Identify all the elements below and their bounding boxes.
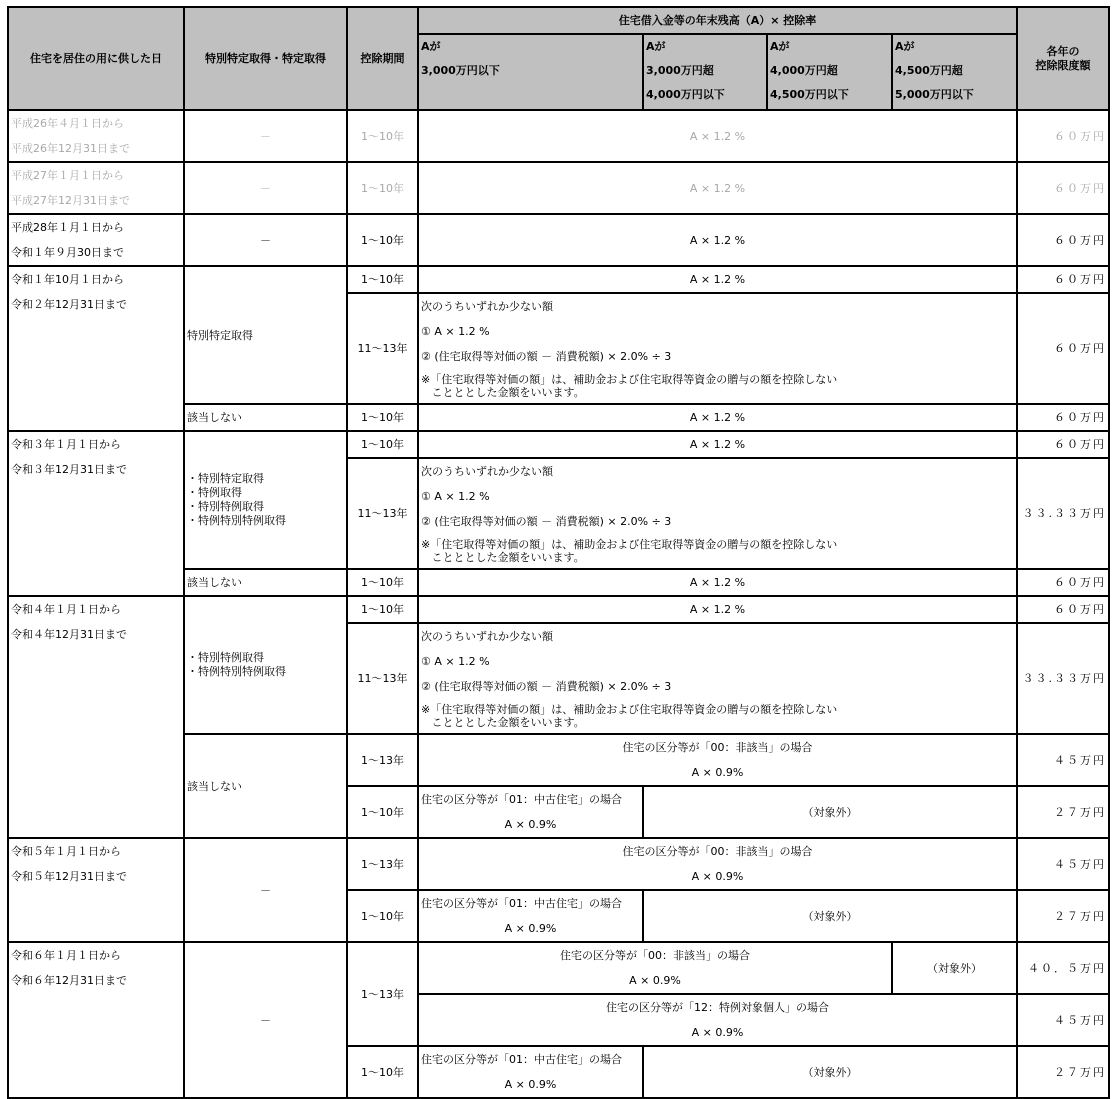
period-cell: 1～10年 (347, 786, 418, 838)
rate-cell: A × 1.2 % (418, 569, 1017, 596)
date-to: 令和３年12月31日まで (11, 463, 127, 476)
rate-cell (418, 890, 643, 942)
rate-cell (418, 994, 1017, 1046)
date-to: 令和１年９月30日まで (11, 246, 124, 259)
lesser-option-1: ① A × 1.2 % (421, 325, 490, 338)
limit-cell: ６０万円 (1017, 214, 1109, 266)
rate-col-range: 4,000万円以下 (646, 88, 725, 101)
lesser-option-2: ② (住宅取得等対価の額 － 消費税額) × 2.0% ÷ 3 (421, 680, 672, 693)
note-line1: ※「住宅取得等対価の額」は、補助金および住宅取得等資金の贈与の額を控除しない (421, 538, 838, 551)
excluded-cell: （対象外） (643, 786, 1017, 838)
rate-formula: A × 0.9% (691, 1026, 744, 1039)
rate-col-label: Aが (895, 40, 915, 53)
header-rate-col-3 (767, 34, 892, 110)
date-from: 平成28年１月１日から (11, 221, 124, 234)
rate-cell: A × 1.2 % (418, 214, 1017, 266)
date-from: 平成26年４月１日から (11, 117, 124, 130)
date-from: 令和１年10月１日から (11, 273, 124, 286)
lesser-title: 次のうちいずれか少ない額 (421, 300, 553, 313)
limit-cell: ６０万円 (1017, 404, 1109, 431)
limit-cell: ６０万円 (1017, 266, 1109, 293)
header-limit-line2: 控除限度額 (1035, 58, 1091, 72)
lesser-option-1: ① A × 1.2 % (421, 655, 490, 668)
rate-formula: A × 0.9% (691, 766, 744, 779)
lesser-title: 次のうちいずれか少ない額 (421, 465, 553, 478)
limit-cell: ２７万円 (1017, 786, 1109, 838)
date-cell (8, 266, 184, 431)
rate-cell: A × 1.2 % (418, 162, 1017, 214)
period-cell: 1～10年 (347, 890, 418, 942)
date-to: 平成26年12月31日まで (11, 142, 130, 155)
rate-cell (418, 734, 1017, 786)
header-rate-col-1 (418, 34, 643, 110)
date-cell (8, 596, 184, 838)
acquisition-item: ・特例特別特例取得 (187, 665, 286, 678)
header-rate-col-2 (643, 34, 767, 110)
lesser-of-cell (418, 293, 1017, 404)
limit-cell: ２７万円 (1017, 890, 1109, 942)
period-cell: 1～10年 (347, 431, 418, 458)
acquisition-cell: 該当しない (184, 569, 347, 596)
date-to: 令和２年12月31日まで (11, 298, 127, 311)
date-from: 令和４年１月１日から (11, 603, 121, 616)
date-to: 令和４年12月31日まで (11, 628, 127, 641)
period-cell: 11～13年 (347, 293, 418, 404)
excluded-cell: （対象外） (643, 890, 1017, 942)
date-from: 令和５年１月１日から (11, 845, 121, 858)
limit-cell: ６０万円 (1017, 569, 1109, 596)
period-cell: 1～10年 (347, 569, 418, 596)
limit-cell: ６０万円 (1017, 431, 1109, 458)
date-from: 令和６年１月１日から (11, 949, 121, 962)
rate-formula: A × 0.9% (691, 870, 744, 883)
rate-col-range: 3,000万円以下 (421, 64, 500, 77)
acquisition-item: ・特例取得 (187, 486, 242, 499)
acquisition-cell: － (184, 162, 347, 214)
case-label: 住宅の区分等が「01：中古住宅」の場合 (421, 793, 622, 806)
table-row (8, 110, 1109, 162)
limit-cell: ６０万円 (1017, 596, 1109, 623)
date-from: 令和３年１月１日から (11, 438, 121, 451)
header-limit (1017, 7, 1109, 110)
rate-cell (418, 1046, 643, 1098)
lesser-option-2: ② (住宅取得等対価の額 － 消費税額) × 2.0% ÷ 3 (421, 515, 672, 528)
limit-cell: ２７万円 (1017, 1046, 1109, 1098)
rate-formula: A × 0.9% (504, 818, 557, 831)
table-row (8, 214, 1109, 266)
case-label: 住宅の区分等が「00：非該当」の場合 (622, 845, 813, 858)
acquisition-item: ・特別特例取得 (187, 500, 264, 513)
rate-cell: A × 1.2 % (418, 596, 1017, 623)
rate-formula: A × 0.9% (629, 974, 681, 987)
case-label: 住宅の区分等が「12：特例対象個人」の場合 (606, 1001, 829, 1014)
date-cell (8, 838, 184, 942)
limit-cell: ３３.３３万円 (1017, 623, 1109, 734)
note-line1: ※「住宅取得等対価の額」は、補助金および住宅取得等資金の贈与の額を控除しない (421, 373, 838, 386)
period-cell: 1～10年 (347, 214, 418, 266)
rate-cell (418, 838, 1017, 890)
header-acquisition: 特別特定取得・特定取得 (184, 7, 347, 110)
case-label: 住宅の区分等が「00：非該当」の場合 (560, 949, 750, 962)
period-cell: 1～10年 (347, 110, 418, 162)
limit-cell: ３３.３３万円 (1017, 458, 1109, 569)
period-cell: 1～13年 (347, 942, 418, 1046)
limit-cell: ６０万円 (1017, 162, 1109, 214)
acquisition-cell: － (184, 110, 347, 162)
header-period: 控除期間 (347, 7, 418, 110)
period-cell: 1～10年 (347, 1046, 418, 1098)
acquisition-cell: － (184, 214, 347, 266)
acquisition-cell: － (184, 942, 347, 1098)
note-line2: ことととした金額をいいます。 (431, 551, 585, 564)
period-cell: 1～10年 (347, 162, 418, 214)
period-cell: 11～13年 (347, 458, 418, 569)
case-label: 住宅の区分等が「01：中古住宅」の場合 (421, 897, 622, 910)
period-cell: 1～10年 (347, 266, 418, 293)
excluded-cell: （対象外） (892, 942, 1017, 994)
date-to: 令和６年12月31日まで (11, 974, 127, 987)
lesser-option-1: ① A × 1.2 % (421, 490, 490, 503)
period-cell: 11～13年 (347, 623, 418, 734)
note-line1: ※「住宅取得等対価の額」は、補助金および住宅取得等資金の贈与の額を控除しない (421, 703, 838, 716)
case-label: 住宅の区分等が「00：非該当」の場合 (622, 741, 813, 754)
rate-cell: A × 1.2 % (418, 110, 1017, 162)
date-to: 平成27年12月31日まで (11, 194, 130, 207)
table-row (8, 838, 1109, 890)
rate-col-label: Aが (770, 40, 790, 53)
rate-cell (418, 942, 892, 994)
date-cell (8, 162, 184, 214)
acquisition-item: ・特別特定取得 (187, 472, 264, 485)
date-cell (8, 431, 184, 596)
limit-cell: ６０万円 (1017, 110, 1109, 162)
lesser-note (421, 699, 1014, 731)
limit-cell: ４５万円 (1017, 734, 1109, 786)
header-rate-col-4 (892, 34, 1017, 110)
acquisition-cell (184, 596, 347, 734)
lesser-note (421, 369, 1014, 401)
period-cell: 1～10年 (347, 404, 418, 431)
rate-col-label: Aが (421, 40, 441, 53)
date-from: 平成27年１月１日から (11, 169, 124, 182)
limit-cell: ６０万円 (1017, 293, 1109, 404)
table-row (8, 162, 1109, 214)
case-label: 住宅の区分等が「01：中古住宅」の場合 (421, 1053, 622, 1066)
acquisition-cell (184, 431, 347, 569)
rate-col-label: Aが (646, 40, 666, 53)
acquisition-cell: 該当しない (184, 734, 347, 838)
rate-cell (418, 786, 643, 838)
limit-cell: ４５万円 (1017, 838, 1109, 890)
date-cell (8, 942, 184, 1098)
acquisition-cell: 該当しない (184, 404, 347, 431)
lesser-title: 次のうちいずれか少ない額 (421, 630, 553, 643)
lesser-of-cell (418, 623, 1017, 734)
rate-formula: A × 0.9% (504, 922, 557, 935)
rate-col-range: 3,000万円超 (646, 64, 714, 77)
table-row (8, 942, 1109, 994)
period-cell: 1～10年 (347, 596, 418, 623)
limit-cell: ４０．５万円 (1017, 942, 1109, 994)
lesser-option-2: ② (住宅取得等対価の額 － 消費税額) × 2.0% ÷ 3 (421, 350, 672, 363)
rate-cell: A × 1.2 % (418, 431, 1017, 458)
table-row (8, 431, 1109, 458)
acquisition-cell: － (184, 838, 347, 942)
lesser-of-cell (418, 458, 1017, 569)
housing-loan-deduction-table (7, 6, 1110, 1099)
note-line2: ことととした金額をいいます。 (431, 386, 585, 399)
table-row (8, 596, 1109, 623)
rate-col-range: 5,000万円以下 (895, 88, 974, 101)
rate-formula: A × 0.9% (504, 1078, 557, 1091)
rate-cell: A × 1.2 % (418, 404, 1017, 431)
date-cell (8, 110, 184, 162)
acquisition-item: ・特例特別特例取得 (187, 514, 286, 527)
table-row (8, 266, 1109, 293)
limit-cell: ４５万円 (1017, 994, 1109, 1046)
header-rate-group: 住宅借入金等の年末残高（A）× 控除率 (418, 7, 1017, 34)
rate-col-range: 4,000万円超 (770, 64, 838, 77)
header-limit-line1: 各年の (1046, 44, 1080, 58)
period-cell: 1～13年 (347, 734, 418, 786)
rate-col-range: 4,500万円以下 (770, 88, 849, 101)
date-cell (8, 214, 184, 266)
date-to: 令和５年12月31日まで (11, 870, 127, 883)
acquisition-cell: 特別特定取得 (184, 266, 347, 404)
excluded-cell: （対象外） (643, 1046, 1017, 1098)
lesser-note (421, 534, 1014, 566)
acquisition-item: ・特別特例取得 (187, 651, 264, 664)
note-line2: ことととした金額をいいます。 (431, 716, 585, 729)
period-cell: 1～13年 (347, 838, 418, 890)
rate-cell: A × 1.2 % (418, 266, 1017, 293)
header-date: 住宅を居住の用に供した日 (8, 7, 184, 110)
rate-col-range: 4,500万円超 (895, 64, 963, 77)
